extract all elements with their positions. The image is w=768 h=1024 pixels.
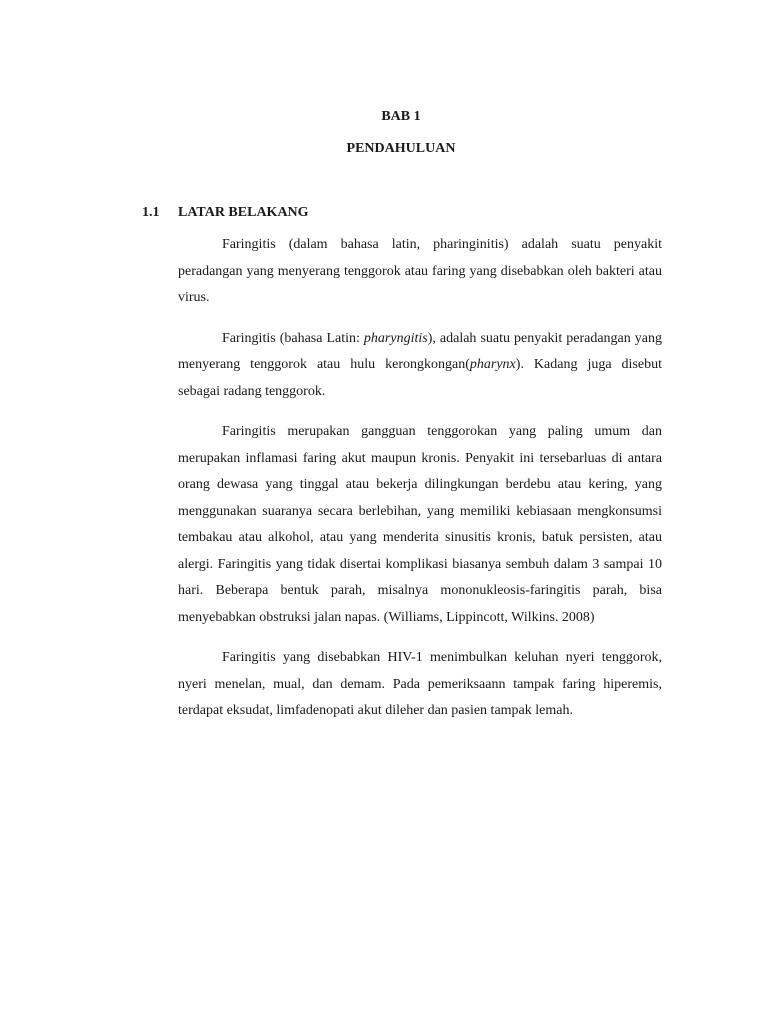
chapter-number: BAB 1: [381, 109, 421, 124]
section-number: 1.1: [142, 205, 160, 220]
paragraph-1: Faringitis (dalam bahasa latin, pharinginitis) adalah suatu penyakit peradangan yang menyerang tenggorok atau faring yang disebabkan oleh bakteri atau virus.: [178, 237, 662, 305]
paragraph-2-text-c: ). Kadang juga disebut sebagai radang tenggorok.: [178, 357, 662, 399]
paragraph-2-text-b: ), adalah suatu penyakit peradangan yang menyerang tenggorok atau hulu kerongkongan(: [178, 330, 662, 372]
paragraph-3: Faringitis merupakan gangguan tenggorokan yang paling umum dan merupakan inflamasi faring akut maupun kronis. Penyakit ini tersebarluas di antara orang dewasa yang tinggal atau bekerja dilingkungan berdebu atau kering, yang menggunakan suaranya secara berlebihan, yang memiliki kebiasaan mengkonsumsi tembakau atau alkohol, atau yang menderita sinusitis kronis, batuk persisten, atau alergi. Faringitis yang tidak disertai komplikasi biasanya sembuh dalam 3 sampai 10 hari. Beberapa bentuk parah, misalnya mononukleosis-faringitis parah, bisa menyebabkan obstruksi jalan napas. (Williams, Lippincott, Wilkins. 2008): [178, 424, 662, 625]
paragraph-2: [178, 326, 662, 406]
paragraph-2-latin-term: pharyngitis: [363, 330, 428, 346]
document-body: [178, 232, 662, 725]
paragraph-4: Faringitis yang disebabkan HIV-1 menimbulkan keluhan nyeri tenggorok, nyeri menelan, mual, dan demam. Pada pemeriksaann tampak faring hiperemis, terdapat eksudat, limfadenopati akut dileher dan pasien tampak lemah.: [178, 650, 662, 718]
chapter-title: PENDAHULUAN: [346, 141, 456, 156]
section-title: LATAR BELAKANG: [178, 205, 309, 220]
paragraph-2-text-a: Faringitis (bahasa Latin:: [222, 330, 364, 346]
section-heading: [142, 205, 309, 221]
paragraph-2-pharynx-term: pharynx: [469, 357, 516, 372]
